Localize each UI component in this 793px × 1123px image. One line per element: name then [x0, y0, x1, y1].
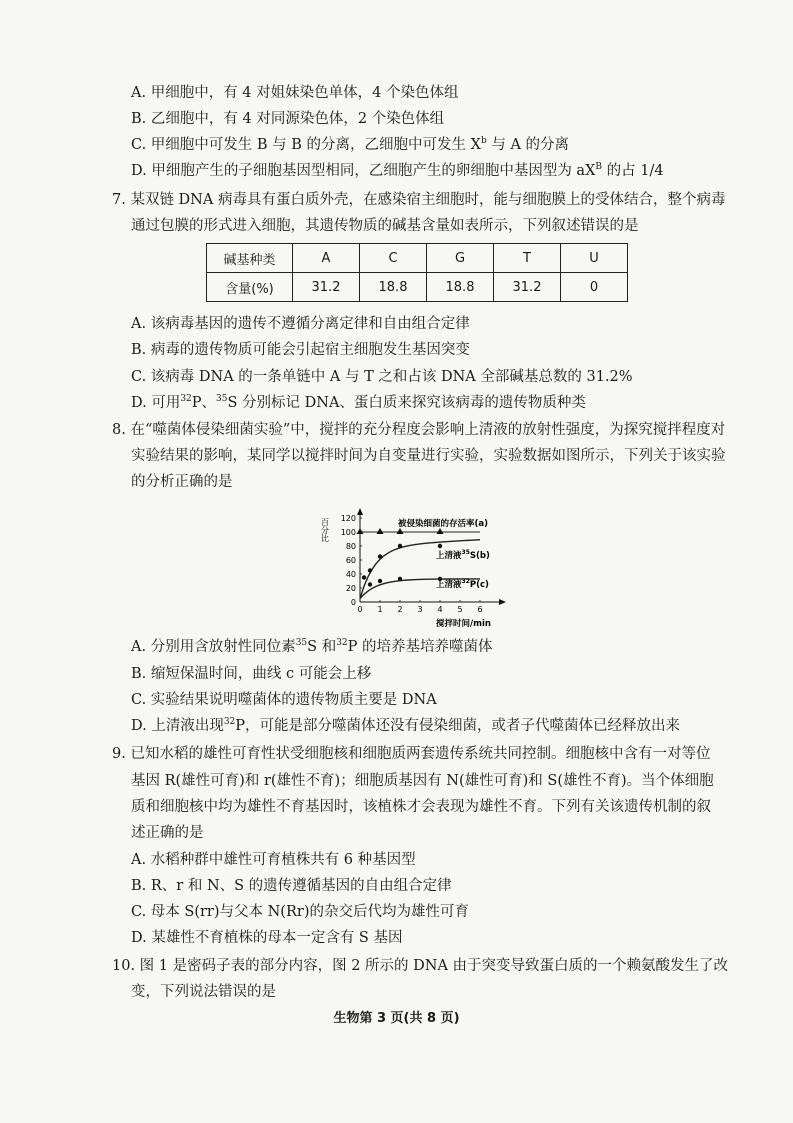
series-c-point [378, 579, 382, 583]
q6-option-b: B. 乙细胞中，有 4 对同源染色体，2 个染色体组 [131, 111, 445, 127]
y-tick-label: 60 [345, 556, 356, 565]
q10-stem-line-2: 变，下列说法错误的是 [131, 984, 276, 1000]
series-b-label: 上清液$^{35}$S(b) [436, 549, 490, 561]
q7-option-c: C. 该病毒 DNA 的一条单链中 A 与 T 之和占该 DNA 全部碱基总数的 31.2% [131, 369, 633, 385]
q9-stem-line-1: 9. 已知水稻的雄性可育性状受细胞核和细胞质两套遗传系统共同控制。细胞核中含有一对等位 [112, 746, 711, 762]
q7-stem-line-1: 7. 某双链 DNA 病毒具有蛋白质外壳，在感染宿主细胞时，能与细胞膜上的受体结合，整个病毒 [112, 192, 726, 208]
table-cell: C [360, 244, 427, 273]
series-a-label: 被侵染细菌的存活率(a) [398, 519, 489, 529]
x-axis-label: 搅拌时间/min [436, 619, 491, 629]
x-tick-label: 6 [477, 605, 483, 614]
q7-option-d: D. 可用$^{32}$P、$^{35}$S 分别标记 DNA、蛋白质来探究该病毒的遗传物质种类 [131, 394, 586, 411]
q6-option-c: C. 甲细胞中可发生 B 与 B 的分离，乙细胞中可发生 $X^b$ 与 A 的分离 [131, 136, 570, 153]
q9-option-d: D. 某雄性不育植株的母本一定含有 S 基因 [131, 930, 403, 946]
series-b-point [368, 568, 372, 572]
table-cell: 31.2 [494, 273, 561, 302]
table-cell: A [293, 244, 360, 273]
x-tick-label: 5 [457, 605, 463, 614]
y-tick-label: 100 [340, 528, 356, 537]
series-a-point [377, 528, 384, 534]
x-tick-label: 0 [357, 605, 363, 614]
q6-option-a: A. 甲细胞中，有 4 对姐妹染色单体，4 个染色体组 [131, 85, 459, 101]
base-content-table [206, 243, 628, 302]
q10-stem-line-1: 10. 图 1 是密码子表的部分内容，图 2 所示的 DNA 由于突变导致蛋白质的一个赖氨酸发生了改 [112, 958, 729, 974]
table-cell: G [427, 244, 494, 273]
table-cell: 18.8 [427, 273, 494, 302]
y-tick-label: 40 [345, 570, 356, 579]
q9-option-a: A. 水稻种群中雄性可育植株共有 6 种基因型 [131, 852, 416, 868]
q8-option-a: A. 分别用含放射性同位素$^{35}$S 和$^{32}$P 的培养基培养噬菌体 [131, 638, 493, 655]
x-tick-label: 2 [397, 605, 403, 614]
q8-option-d: D. 上清液出现$^{32}$P，可能是部分噬菌体还没有侵染细菌，或者子代噬菌体已经释放出来 [131, 717, 681, 734]
chart-curves [360, 532, 480, 599]
x-axis-arrow [499, 599, 506, 605]
q8-option-c: C. 实验结果说明噬菌体的遗传物质主要是 DNA [131, 692, 437, 708]
q8-stem-line-3: 的分析正确的是 [131, 474, 233, 490]
x-tick-label: 4 [437, 605, 443, 614]
q9-option-b: B. R、r 和 N、S 的遗传遵循基因的自由组合定律 [131, 878, 452, 894]
q7-option-b: B. 病毒的遗传物质可能会引起宿主细胞发生基因突变 [131, 342, 470, 358]
q9-stem-line-4: 述正确的是 [131, 825, 204, 841]
q6-option-d: D. 甲细胞产生的子细胞基因型相同，乙细胞产生的卵细胞中基因型为 $aX^B$ 的占 1/4 [131, 162, 664, 179]
q7-stem-line-2: 通过包膜的形式进入细胞，其遗传物质的碱基含量如表所示，下列叙述错误的是 [131, 218, 639, 234]
table-cell: 31.2 [293, 273, 360, 302]
series-a-point [357, 528, 364, 534]
chart-marks [357, 528, 444, 587]
q9-stem-line-3: 质和细胞核中均为雄性不育基因时，该植株才会表现为雄性不育。下列有关该遗传机制的叙 [131, 799, 711, 815]
y-axis-label: 百分比 [320, 518, 330, 542]
series-c-point [368, 582, 372, 586]
series-b-point [438, 544, 442, 548]
table-row [207, 244, 628, 273]
x-tick-label: 1 [377, 605, 383, 614]
stirring-time-chart [318, 504, 508, 632]
q8-stem-line-2: 实验结果的影响，某同学以搅拌时间为自变量进行实验，实验数据如图所示，下列关于该实验 [131, 448, 726, 464]
table-cell: T [494, 244, 561, 273]
table-cell: 0 [561, 273, 628, 302]
y-tick-label: 80 [345, 542, 356, 551]
table-cell: 含量(%) [207, 273, 293, 302]
page-footer: 生物第 3 页(共 8 页) [333, 1011, 460, 1026]
x-tick-label: 3 [417, 605, 423, 614]
table-cell: 18.8 [360, 273, 427, 302]
table-row [207, 273, 628, 302]
series-b-point [378, 554, 382, 558]
y-tick-label: 20 [345, 584, 356, 593]
table-cell: 碱基种类 [207, 244, 293, 273]
q7-option-a: A. 该病毒基因的遗传不遵循分离定律和自由组合定律 [131, 316, 470, 332]
series-c-point [398, 577, 402, 581]
q9-option-c: C. 母本 S(rr)与父本 N(Rr)的杂交后代均为雄性可育 [131, 904, 469, 920]
series-c-label: 上清液$^{32}$P(c) [436, 578, 489, 590]
series-b-point [362, 575, 366, 579]
series-b-point [398, 544, 402, 548]
q9-stem-line-2: 基因 R(雄性可育)和 r(雄性不育)；细胞质基因有 N(雄性可育)和 S(雄性不育)。当个体细胞 [131, 773, 714, 789]
q8-option-b: B. 缩短保温时间，曲线 c 可能会上移 [131, 666, 372, 682]
q8-stem-line-1: 8. 在“噬菌体侵染细菌实验”中，搅拌的充分程度会影响上清液的放射性强度，为探究搅拌程度对 [112, 422, 726, 438]
table-cell: U [561, 244, 628, 273]
y-tick-label: 120 [340, 514, 356, 523]
y-axis-arrow [357, 508, 363, 515]
y-tick-label: 0 [350, 598, 356, 607]
